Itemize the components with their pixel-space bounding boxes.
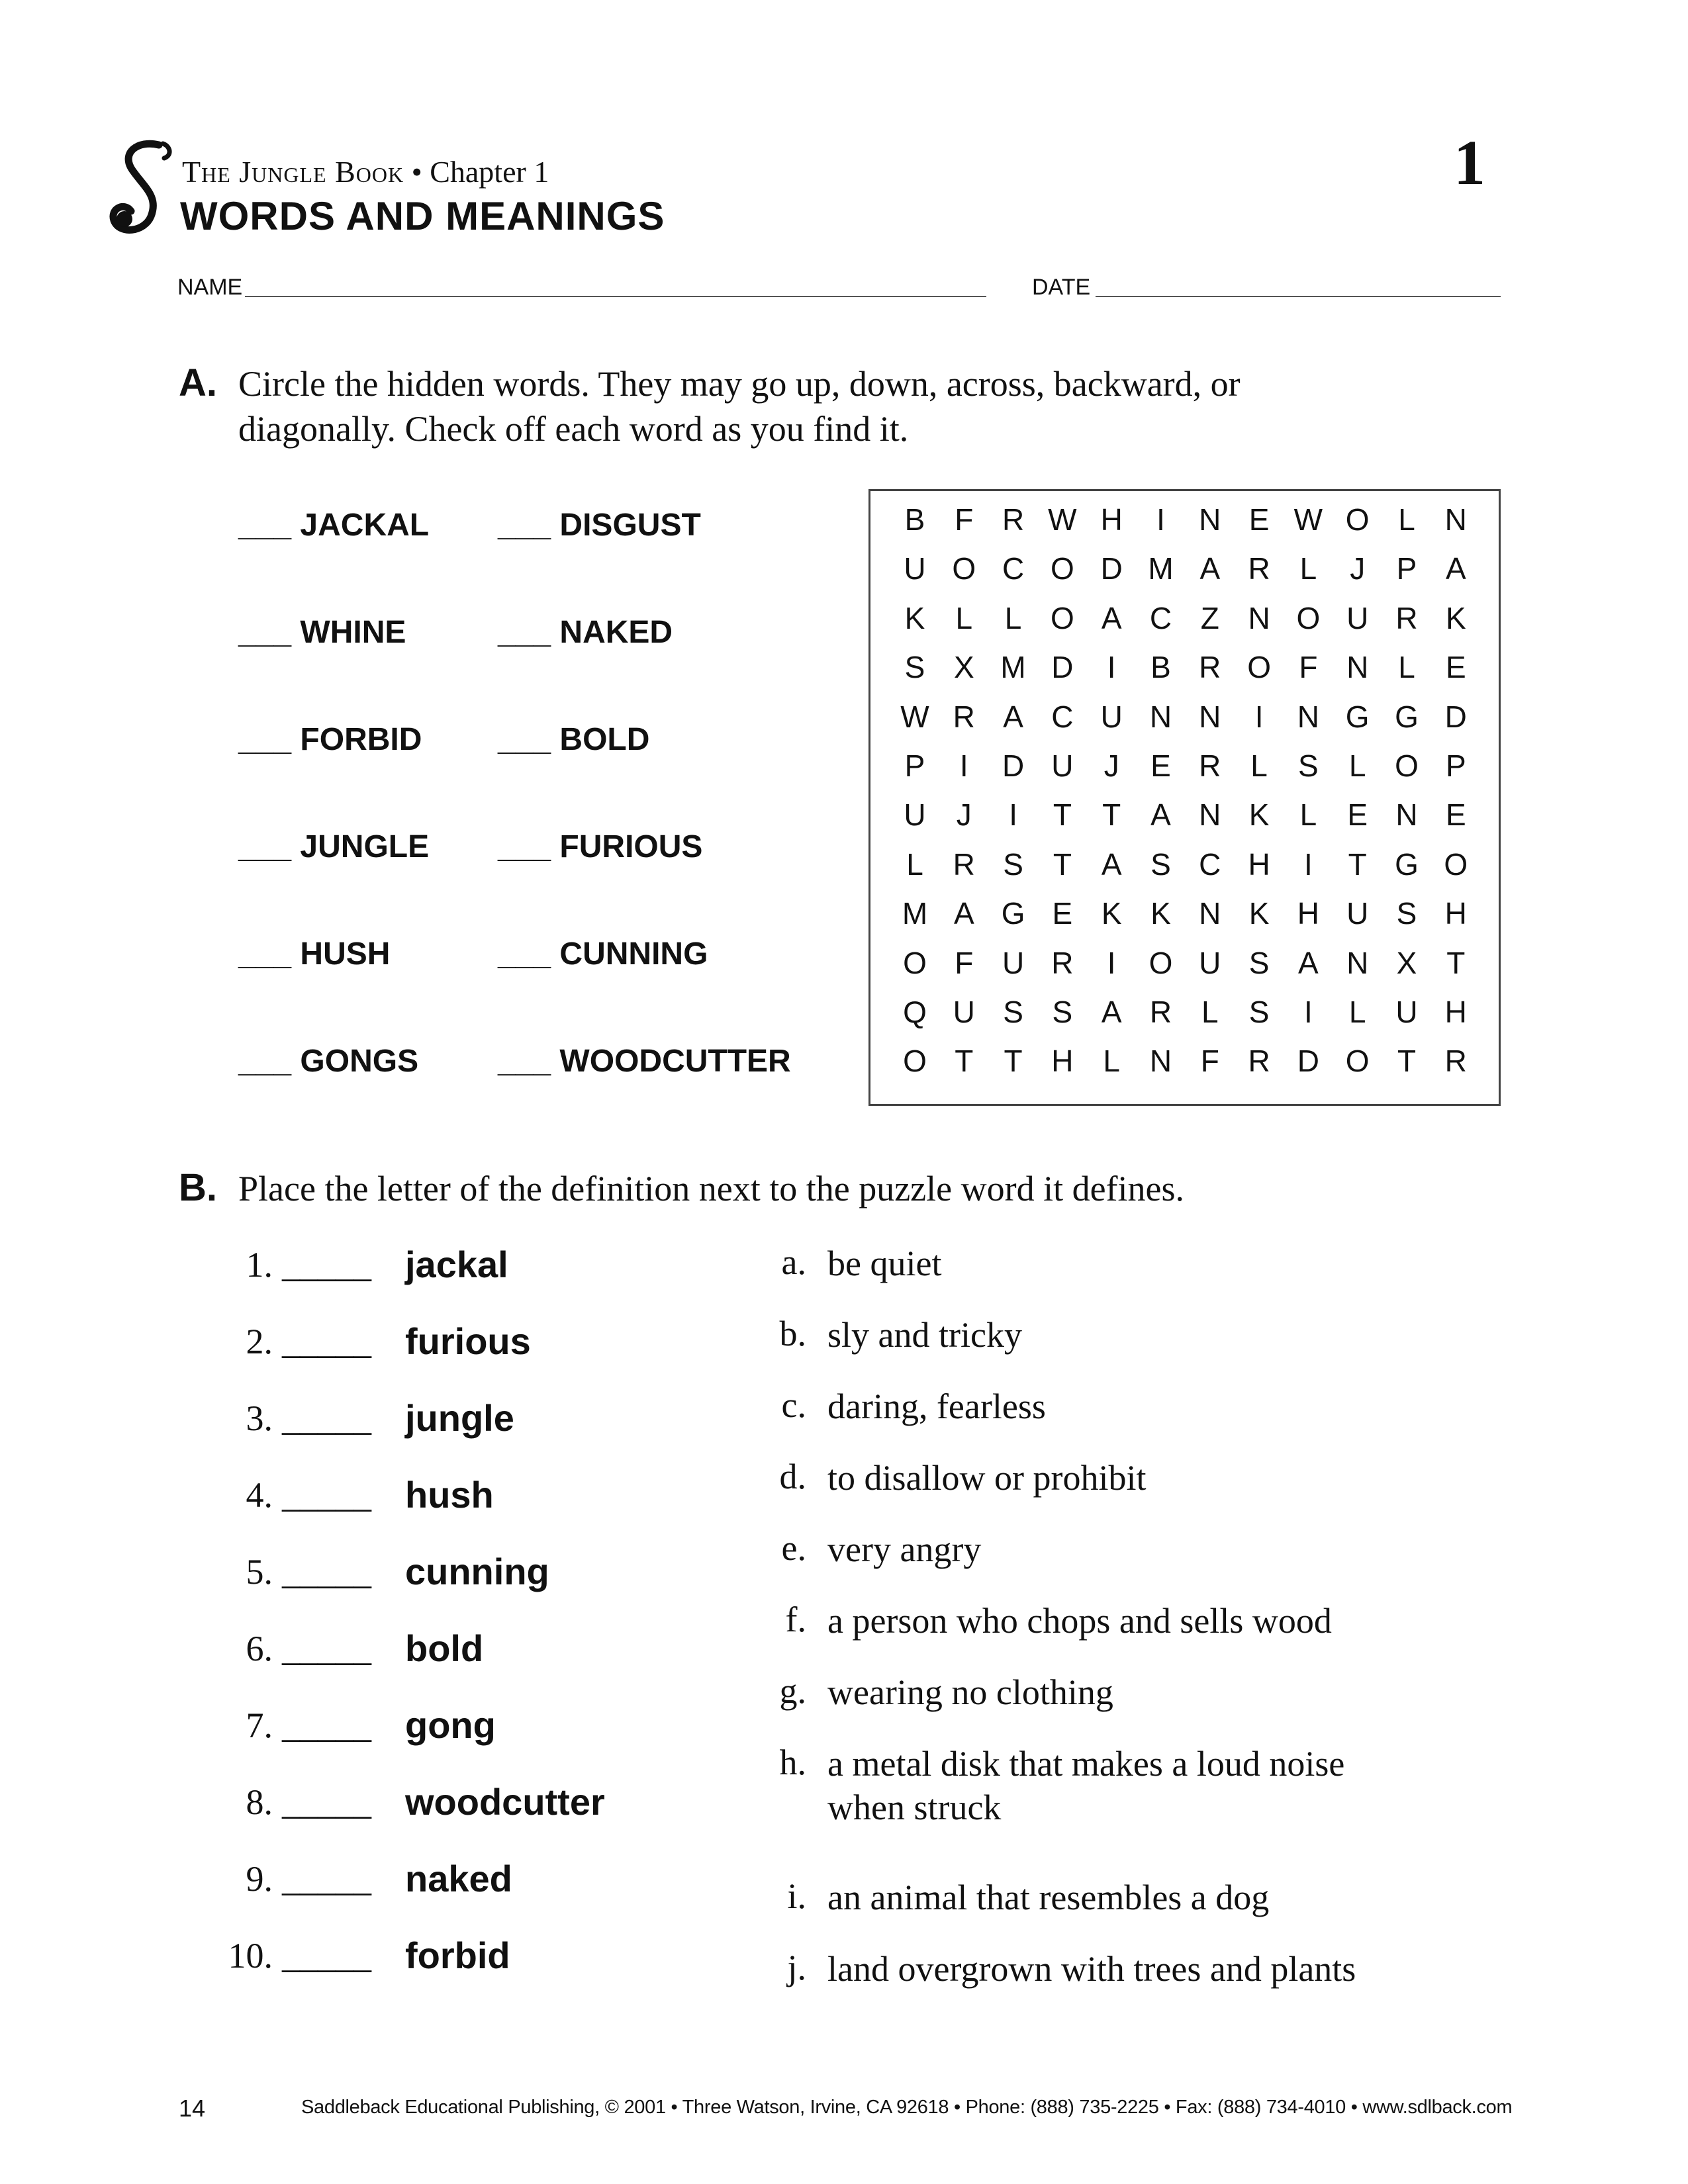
- grid-letter[interactable]: L: [1004, 600, 1022, 635]
- grid-letter[interactable]: K: [1150, 896, 1171, 931]
- word-check-furious[interactable]: ___ FURIOUS: [498, 829, 703, 864]
- grid-letter[interactable]: S: [1248, 945, 1270, 980]
- grid-letter[interactable]: E: [1150, 749, 1171, 783]
- grid-letter[interactable]: X: [1396, 945, 1417, 980]
- grid-letter[interactable]: C: [1002, 551, 1025, 586]
- definition-letter: c.: [781, 1385, 806, 1425]
- definition-text: to disallow or prohibit: [827, 1458, 1147, 1498]
- grid-letter[interactable]: L: [1250, 749, 1268, 783]
- date-label: DATE: [1032, 275, 1091, 300]
- grid-letter[interactable]: T: [1348, 846, 1367, 882]
- grid-letter[interactable]: I: [1009, 797, 1017, 833]
- grid-letter[interactable]: E: [1347, 797, 1368, 833]
- section-a-instruction-line-2: diagonally. Check off each word as you find it.: [238, 409, 909, 449]
- grid-letter[interactable]: E: [1052, 896, 1073, 931]
- grid-letter[interactable]: U: [1100, 699, 1123, 734]
- puzzle-word: forbid: [405, 1934, 510, 1976]
- grid-letter[interactable]: A: [1101, 600, 1122, 635]
- word-check-disgust[interactable]: ___ DISGUST: [498, 508, 701, 543]
- grid-letter[interactable]: O: [903, 945, 927, 980]
- answer-blank[interactable]: _____: [282, 1552, 371, 1592]
- word-check-whine[interactable]: ___ WHINE: [238, 615, 406, 650]
- grid-letter[interactable]: K: [1445, 600, 1466, 635]
- grid-letter[interactable]: W: [1293, 502, 1323, 537]
- grid-letter[interactable]: M: [1000, 650, 1026, 685]
- puzzle-word: cunning: [405, 1551, 549, 1592]
- grid-letter[interactable]: N: [1149, 699, 1172, 734]
- grid-letter[interactable]: T: [955, 1044, 974, 1079]
- grid-letter[interactable]: W: [1048, 502, 1077, 537]
- grid-letter[interactable]: R: [1002, 502, 1025, 537]
- grid-letter[interactable]: R: [953, 846, 975, 882]
- grid-letter[interactable]: L: [1398, 502, 1415, 537]
- grid-letter[interactable]: N: [1149, 1044, 1172, 1079]
- grid-letter[interactable]: O: [1247, 650, 1271, 685]
- grid-letter[interactable]: C: [1051, 699, 1074, 734]
- grid-letter[interactable]: F: [955, 502, 974, 537]
- grid-letter[interactable]: D: [1051, 650, 1074, 685]
- grid-letter[interactable]: J: [956, 797, 972, 833]
- grid-letter[interactable]: O: [1149, 945, 1173, 980]
- grid-letter[interactable]: N: [1346, 945, 1369, 980]
- grid-letter[interactable]: E: [1445, 650, 1466, 685]
- grid-letter[interactable]: H: [1100, 502, 1123, 537]
- puzzle-word: naked: [405, 1858, 512, 1899]
- worksheet-number: 1: [1454, 127, 1485, 198]
- answer-blank[interactable]: _____: [282, 1398, 371, 1438]
- grid-letter[interactable]: I: [1156, 502, 1165, 537]
- word-check-naked[interactable]: ___ NAKED: [498, 615, 673, 650]
- grid-letter[interactable]: S: [904, 650, 925, 685]
- grid-letter[interactable]: L: [1348, 749, 1366, 783]
- grid-letter[interactable]: S: [1396, 896, 1417, 931]
- definition-text: wearing no clothing: [827, 1672, 1113, 1712]
- grid-letter[interactable]: O: [1051, 551, 1074, 586]
- grid-letter[interactable]: E: [1248, 502, 1270, 537]
- section-a-instruction-line-1: Circle the hidden words. They may go up, down, across, backward, or: [238, 364, 1241, 404]
- grid-letter[interactable]: R: [1051, 945, 1074, 980]
- grid-letter[interactable]: B: [904, 502, 925, 537]
- item-number: 1.: [246, 1245, 273, 1285]
- item-number: 4.: [246, 1475, 273, 1515]
- grid-letter[interactable]: R: [1444, 1044, 1467, 1079]
- item-number: 3.: [246, 1398, 273, 1438]
- grid-letter[interactable]: A: [1298, 945, 1319, 980]
- puzzle-word: bold: [405, 1627, 484, 1669]
- grid-letter[interactable]: U: [904, 551, 926, 586]
- grid-letter[interactable]: L: [1103, 1044, 1120, 1079]
- grid-letter[interactable]: S: [1052, 995, 1073, 1029]
- definition-text: a metal disk that makes a loud noise: [827, 1744, 1345, 1784]
- grid-letter[interactable]: S: [1003, 995, 1023, 1029]
- grid-letter[interactable]: P: [1445, 749, 1466, 783]
- grid-letter[interactable]: U: [1199, 945, 1221, 980]
- grid-letter[interactable]: G: [1001, 896, 1025, 931]
- grid-letter[interactable]: W: [900, 699, 929, 734]
- section-a-letter: A.: [179, 361, 217, 404]
- grid-letter[interactable]: R: [1248, 551, 1270, 586]
- grid-letter[interactable]: U: [1002, 945, 1025, 980]
- word-check-woodcutter[interactable]: ___ WOODCUTTER: [498, 1044, 791, 1079]
- word-check-hush[interactable]: ___ HUSH: [238, 936, 391, 972]
- grid-letter[interactable]: U: [1346, 896, 1369, 931]
- grid-letter[interactable]: H: [1444, 896, 1467, 931]
- answer-blank[interactable]: _____: [282, 1782, 371, 1822]
- grid-letter[interactable]: T: [1397, 1044, 1417, 1079]
- grid-letter[interactable]: D: [1100, 551, 1123, 586]
- definition-letter: g.: [779, 1671, 806, 1711]
- grid-letter[interactable]: N: [1444, 502, 1467, 537]
- answer-blank[interactable]: _____: [282, 1245, 371, 1285]
- grid-letter[interactable]: F: [955, 945, 974, 980]
- grid-letter[interactable]: C: [1199, 846, 1221, 882]
- grid-letter[interactable]: A: [1445, 551, 1466, 586]
- grid-letter[interactable]: R: [953, 699, 975, 734]
- item-number: 5.: [246, 1552, 273, 1592]
- series-title: [182, 154, 549, 189]
- answer-blank[interactable]: _____: [282, 1475, 371, 1515]
- grid-letter[interactable]: U: [1395, 995, 1418, 1029]
- grid-letter[interactable]: O: [1345, 502, 1370, 537]
- grid-letter[interactable]: H: [1297, 896, 1319, 931]
- definition-text: an animal that resembles a dog: [827, 1878, 1270, 1917]
- grid-letter[interactable]: K: [1248, 896, 1270, 931]
- footer-page-number: 14: [179, 2095, 206, 2122]
- grid-letter[interactable]: T: [1446, 945, 1466, 980]
- grid-letter[interactable]: G: [1395, 699, 1419, 734]
- grid-letter[interactable]: G: [1345, 699, 1370, 734]
- grid-letter[interactable]: F: [1299, 650, 1318, 685]
- grid-letter[interactable]: L: [1299, 797, 1317, 833]
- grid-letter[interactable]: L: [955, 600, 973, 635]
- grid-letter[interactable]: S: [1248, 995, 1270, 1029]
- grid-letter[interactable]: N: [1199, 502, 1221, 537]
- grid-letter[interactable]: S: [1003, 846, 1023, 882]
- definition-letter: h.: [779, 1743, 806, 1782]
- grid-letter[interactable]: D: [1444, 699, 1467, 734]
- grid-letter[interactable]: I: [1304, 846, 1313, 882]
- grid-letter[interactable]: R: [1395, 600, 1418, 635]
- puzzle-word: woodcutter: [405, 1781, 605, 1823]
- definition-letter: i.: [787, 1876, 806, 1916]
- saddleback-logo-icon: [98, 136, 184, 248]
- grid-letter[interactable]: O: [1051, 600, 1074, 635]
- name-field[interactable]: [245, 296, 986, 297]
- item-number: 8.: [246, 1782, 273, 1822]
- grid-letter[interactable]: D: [1297, 1044, 1319, 1079]
- definition-text: a person who chops and sells wood: [827, 1601, 1332, 1641]
- definition-text: be quiet: [827, 1244, 942, 1283]
- grid-letter[interactable]: N: [1248, 600, 1270, 635]
- definition-letter: a.: [781, 1242, 806, 1282]
- definition-letter: j.: [787, 1948, 806, 1987]
- grid-letter[interactable]: U: [904, 797, 926, 833]
- grid-letter[interactable]: A: [953, 896, 974, 931]
- grid-letter[interactable]: J: [1103, 749, 1119, 783]
- grid-letter[interactable]: O: [952, 551, 976, 586]
- footer-publisher-info: Saddleback Educational Publishing, © 2001 • Three Watson, Irvine, CA 92618 • Phone: (888) 735-2225 • Fax: (888) 734-4010 • www.sdlback.com: [301, 2097, 1513, 2118]
- grid-letter[interactable]: N: [1199, 699, 1221, 734]
- grid-letter[interactable]: I: [959, 749, 968, 783]
- answer-blank[interactable]: _____: [282, 1629, 371, 1668]
- item-number: 9.: [246, 1859, 273, 1899]
- answer-blank[interactable]: _____: [282, 1706, 371, 1745]
- grid-letter[interactable]: N: [1346, 650, 1369, 685]
- grid-letter[interactable]: M: [1148, 551, 1174, 586]
- grid-letter[interactable]: D: [1002, 749, 1025, 783]
- grid-letter[interactable]: K: [904, 600, 925, 635]
- answer-blank[interactable]: _____: [282, 1936, 371, 1976]
- definition-text: daring, fearless: [827, 1387, 1046, 1426]
- grid-letter[interactable]: F: [1200, 1044, 1219, 1079]
- definition-letter: e.: [781, 1528, 806, 1568]
- definition-letter: b.: [779, 1314, 806, 1353]
- definition-text: land overgrown with trees and plants: [827, 1949, 1356, 1989]
- word-check-jackal[interactable]: ___ JACKAL: [238, 508, 430, 543]
- item-number: 10.: [228, 1936, 273, 1976]
- definition-letter: f.: [785, 1600, 806, 1639]
- definition-text: sly and tricky: [827, 1315, 1022, 1355]
- puzzle-word: hush: [405, 1474, 494, 1516]
- definition-letter: d.: [779, 1457, 806, 1496]
- grid-letter[interactable]: O: [1345, 1044, 1370, 1079]
- definition-text: very angry: [827, 1529, 982, 1569]
- section-b-instruction: Place the letter of the definition next to the puzzle word it defines.: [238, 1169, 1185, 1208]
- grid-letter[interactable]: B: [1150, 650, 1171, 685]
- word-check-forbid[interactable]: ___ FORBID: [238, 722, 422, 757]
- grid-letter[interactable]: L: [1398, 650, 1415, 685]
- grid-letter[interactable]: U: [1051, 749, 1074, 783]
- answer-blank[interactable]: _____: [282, 1859, 371, 1899]
- grid-letter[interactable]: R: [1248, 1044, 1270, 1079]
- date-field[interactable]: [1096, 296, 1501, 297]
- item-number: 7.: [246, 1706, 273, 1745]
- grid-letter[interactable]: O: [1444, 846, 1468, 882]
- grid-letter[interactable]: P: [1396, 551, 1417, 586]
- title-bullet: •: [411, 155, 422, 189]
- grid-letter[interactable]: A: [1199, 551, 1221, 586]
- grid-letter[interactable]: A: [1150, 797, 1171, 833]
- grid-letter[interactable]: O: [1296, 600, 1321, 635]
- grid-letter[interactable]: G: [1395, 846, 1419, 882]
- chapter-label: Chapter 1: [430, 155, 549, 189]
- grid-letter[interactable]: N: [1395, 797, 1418, 833]
- grid-letter[interactable]: U: [953, 995, 975, 1029]
- grid-letter[interactable]: I: [1107, 650, 1116, 685]
- grid-letter[interactable]: M: [902, 896, 928, 931]
- grid-letter[interactable]: E: [1445, 797, 1466, 833]
- grid-letter[interactable]: R: [1149, 995, 1172, 1029]
- word-check-bold[interactable]: ___ BOLD: [498, 722, 650, 757]
- grid-letter[interactable]: H: [1444, 995, 1467, 1029]
- grid-letter[interactable]: I: [1107, 945, 1116, 980]
- grid-letter[interactable]: S: [1298, 749, 1319, 783]
- grid-letter[interactable]: L: [1201, 995, 1219, 1029]
- grid-letter[interactable]: T: [1053, 846, 1072, 882]
- section-b-letter: B.: [179, 1166, 217, 1209]
- definition-text-continued: when struck: [827, 1788, 1002, 1827]
- puzzle-word: gong: [405, 1704, 496, 1746]
- grid-letter[interactable]: X: [953, 650, 974, 685]
- grid-letter[interactable]: C: [1149, 600, 1172, 635]
- grid-letter[interactable]: I: [1304, 995, 1313, 1029]
- grid-letter[interactable]: L: [906, 846, 923, 882]
- grid-letter[interactable]: N: [1199, 896, 1221, 931]
- grid-letter[interactable]: N: [1199, 797, 1221, 833]
- grid-letter[interactable]: L: [1299, 551, 1317, 586]
- grid-letter[interactable]: N: [1297, 699, 1319, 734]
- grid-letter[interactable]: Q: [903, 995, 927, 1029]
- worksheet-title: WORDS AND MEANINGS: [180, 194, 665, 238]
- grid-letter[interactable]: T: [1004, 1044, 1023, 1079]
- grid-letter[interactable]: K: [1248, 797, 1270, 833]
- word-check-cunning[interactable]: ___ CUNNING: [498, 936, 708, 972]
- puzzle-word: jackal: [405, 1244, 508, 1285]
- puzzle-word: jungle: [405, 1397, 514, 1439]
- grid-letter[interactable]: P: [904, 749, 925, 783]
- grid-letter[interactable]: O: [903, 1044, 927, 1079]
- grid-letter[interactable]: L: [1348, 995, 1366, 1029]
- grid-letter[interactable]: R: [1199, 749, 1221, 783]
- grid-letter[interactable]: R: [1199, 650, 1221, 685]
- grid-letter[interactable]: J: [1350, 551, 1366, 586]
- grid-letter[interactable]: A: [1101, 846, 1122, 882]
- item-number: 2.: [246, 1322, 273, 1361]
- grid-letter[interactable]: U: [1346, 600, 1369, 635]
- grid-letter[interactable]: S: [1150, 846, 1171, 882]
- grid-letter[interactable]: H: [1051, 1044, 1074, 1079]
- grid-letter[interactable]: I: [1254, 699, 1264, 734]
- grid-letter[interactable]: K: [1101, 896, 1122, 931]
- word-check-jungle[interactable]: ___ JUNGLE: [238, 829, 430, 864]
- grid-letter[interactable]: O: [1395, 749, 1419, 783]
- item-number: 6.: [246, 1629, 273, 1668]
- grid-letter[interactable]: T: [1053, 797, 1072, 833]
- book-title: The Jungle Book: [182, 155, 404, 189]
- grid-letter[interactable]: Z: [1200, 600, 1219, 635]
- grid-letter[interactable]: H: [1248, 846, 1270, 882]
- name-label: NAME: [177, 275, 243, 300]
- grid-letter[interactable]: T: [1102, 797, 1121, 833]
- grid-letter[interactable]: A: [1003, 699, 1023, 734]
- word-search-grid[interactable]: [868, 489, 1501, 1106]
- word-check-gongs[interactable]: ___ GONGS: [238, 1044, 419, 1079]
- answer-blank[interactable]: _____: [282, 1322, 371, 1361]
- grid-letter[interactable]: A: [1101, 995, 1122, 1029]
- puzzle-word: furious: [405, 1320, 531, 1362]
